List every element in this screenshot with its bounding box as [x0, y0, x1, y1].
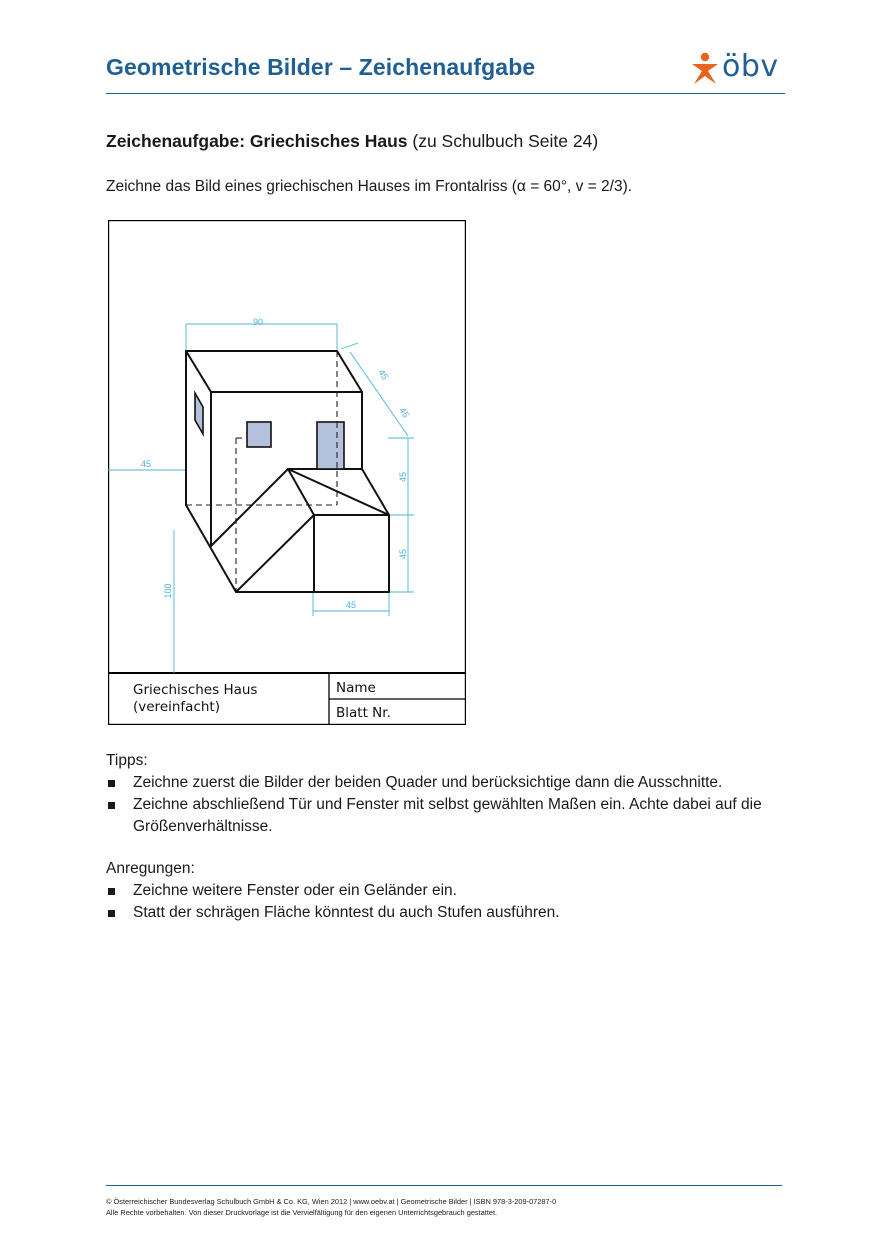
dimension-label-depth-1: 45 — [376, 367, 391, 382]
header-divider — [106, 93, 785, 94]
title-block-title-line1: Griechisches Haus — [133, 682, 258, 698]
dimension-label-depth-2: 45 — [397, 405, 412, 420]
technical-drawing — [108, 220, 466, 725]
task-title-reference: (zu Schulbuch Seite 24) — [407, 131, 599, 151]
task-instruction: Zeichne das Bild eines griechischen Hauses im Frontalriss (α = 60°, v = 2/3). — [106, 178, 633, 195]
list-item: Zeichne weitere Fenster oder ein Geländer ein. — [106, 880, 803, 902]
page-header-title: Geometrische Bilder – Zeichenaufgabe — [106, 54, 536, 80]
footer — [106, 1196, 556, 1218]
dimension-label-vertical: 100 — [163, 583, 173, 599]
dimension-lines — [108, 324, 414, 673]
drawing-frame — [109, 221, 466, 725]
list-item: Statt der schrägen Fläche könntest du auch Stufen ausführen. — [106, 902, 803, 924]
tips-heading: Tipps: — [106, 752, 148, 769]
list-item: Zeichne abschließend Tür und Fenster mit selbst gewählten Maßen ein. Achte dabei auf die Größenverhältnisse. — [106, 794, 803, 838]
front-door — [317, 422, 344, 469]
ideas-heading: Anregungen: — [106, 860, 195, 877]
logo-text: öbv — [722, 49, 779, 84]
house-outline — [186, 351, 389, 592]
dimension-label-height-lower: 45 — [398, 548, 408, 560]
dimension-label-bottom-width: 45 — [345, 600, 357, 610]
footer-divider — [106, 1185, 782, 1186]
dimension-label-height-upper: 45 — [398, 471, 408, 483]
tips-list — [106, 772, 803, 838]
star-figure-icon — [690, 52, 720, 86]
footer-copyright: © Österreichischer Bundesverlag Schulbuch GmbH & Co. KG, Wien 2012 | www.oebv.at | Geometrische Bilder | ISBN 978-3-209-07287-0 — [106, 1197, 557, 1206]
ideas-list — [106, 880, 803, 924]
dimension-label-left-offset: 45 — [140, 459, 152, 469]
list-item: Zeichne zuerst die Bilder der beiden Quader und berücksichtige dann die Ausschnitte. — [106, 772, 803, 794]
dimension-label-top-width: 90 — [252, 317, 264, 327]
title-block-name-label: Name — [336, 680, 376, 696]
front-window — [247, 422, 271, 447]
title-block-title-line2: (vereinfacht) — [133, 699, 220, 715]
task-title — [106, 131, 598, 152]
task-title-bold: Zeichenaufgabe: Griechisches Haus — [106, 131, 408, 151]
side-window — [195, 393, 203, 434]
publisher-logo — [690, 49, 790, 86]
title-block-sheet-label: Blatt Nr. — [336, 705, 391, 721]
footer-rights: Alle Rechte vorbehalten. Von dieser Druckvorlage ist die Vervielfältigung für den eigenen Unterrichtsgebrauch gestattet. — [106, 1208, 498, 1217]
